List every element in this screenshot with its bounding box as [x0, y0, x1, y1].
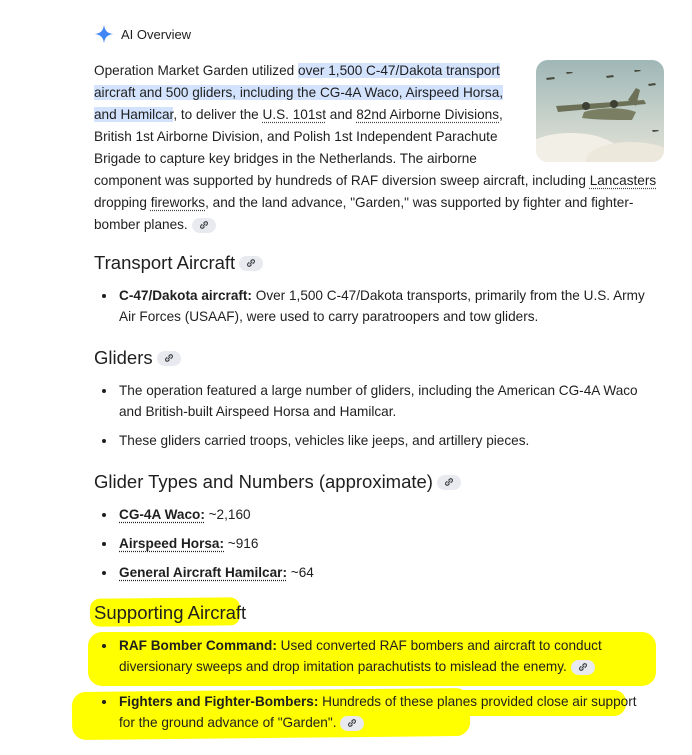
source-link-button[interactable]	[157, 351, 181, 366]
link-icon	[578, 662, 588, 672]
link-icon	[444, 477, 454, 487]
link-icon	[164, 353, 174, 363]
source-link-button[interactable]	[239, 256, 263, 271]
heading-supporting-aircraft: Supporting Aircraft	[94, 602, 247, 623]
link-fireworks[interactable]: fireworks	[150, 195, 206, 210]
list-item: General Aircraft Hamilcar: ~64	[94, 562, 654, 583]
heading-transport-aircraft: Transport Aircraft	[94, 252, 263, 274]
list-item: Airspeed Horsa: ~916	[94, 533, 654, 554]
source-link-button[interactable]	[437, 475, 461, 490]
heading-gliders: Gliders	[94, 347, 181, 369]
list-item: C-47/Dakota aircraft: Over 1,500 C-47/Dakota transports, primarily from the U.S. Army Air Forces (USAAF), were used to carry paratroopers and tow gliders.	[94, 285, 654, 327]
ai-overview-label: AI Overview	[121, 26, 192, 42]
link-82nd-airborne[interactable]: 82nd Airborne Divisions	[356, 107, 500, 122]
heading-glider-types: Glider Types and Numbers (approximate)	[94, 471, 461, 493]
list-item: CG-4A Waco: ~2,160	[94, 504, 654, 525]
link-us-101st[interactable]: U.S. 101st	[262, 107, 326, 122]
supporting-list	[94, 635, 654, 733]
link-cg4a-waco[interactable]: CG-4A Waco:	[119, 507, 205, 522]
transport-list	[94, 285, 654, 327]
ai-overview-header	[94, 24, 191, 44]
source-link-button[interactable]	[340, 716, 364, 731]
source-link-button[interactable]	[192, 218, 216, 233]
link-icon	[347, 718, 357, 728]
overview-paragraph: Operation Market Garden utilized over 1,500 C-47/Dakota transport aircraft and 500 gliders, including the CG-4A Waco, Airspeed Horsa, and Hamilcar, to deliver the U.S. 101st and 82nd Airborne Divisions, British 1st Airborne Division, and Polish 1st Independent Parachute Brigade to capture key bridges in the Netherlands. The airborne component was supported by hundreds of RAF diversion sweep aircraft, including Lancasters dropping fireworks, and the land advance, "Garden," was supported by fighter and fighter-bomber planes.	[94, 60, 664, 236]
link-hamilcar[interactable]: General Aircraft Hamilcar:	[119, 565, 287, 580]
link-lancasters[interactable]: Lancasters	[589, 173, 657, 188]
source-link-button[interactable]	[571, 660, 595, 675]
list-item: RAF Bomber Command: Used converted RAF bombers and aircraft to conduct diversionary sweeps and drop imitation parachutists to mislead the enemy.	[94, 635, 654, 677]
list-item: The operation featured a large number of gliders, including the American CG-4A Waco and British-built Airspeed Horsa and Hamilcar.	[94, 380, 654, 422]
glider-types-list	[94, 504, 654, 583]
link-icon	[246, 258, 256, 268]
gliders-list	[94, 380, 654, 451]
list-item: Fighters and Fighter-Bombers: Hundreds of these planes provided close air support for the ground advance of "Garden".	[94, 691, 654, 733]
link-icon	[199, 220, 209, 230]
aircraft-photo[interactable]	[536, 60, 664, 162]
sparkle-icon	[94, 24, 114, 44]
list-item: These gliders carried troops, vehicles like jeeps, and artillery pieces.	[94, 430, 654, 451]
highlighted-passage: over 1,500 C-47/Dakota transport aircraft and 500 gliders, including the CG-4A Waco, Airspeed Horsa, and Hamilcar	[94, 63, 504, 122]
link-airspeed-horsa[interactable]: Airspeed Horsa:	[119, 536, 225, 551]
